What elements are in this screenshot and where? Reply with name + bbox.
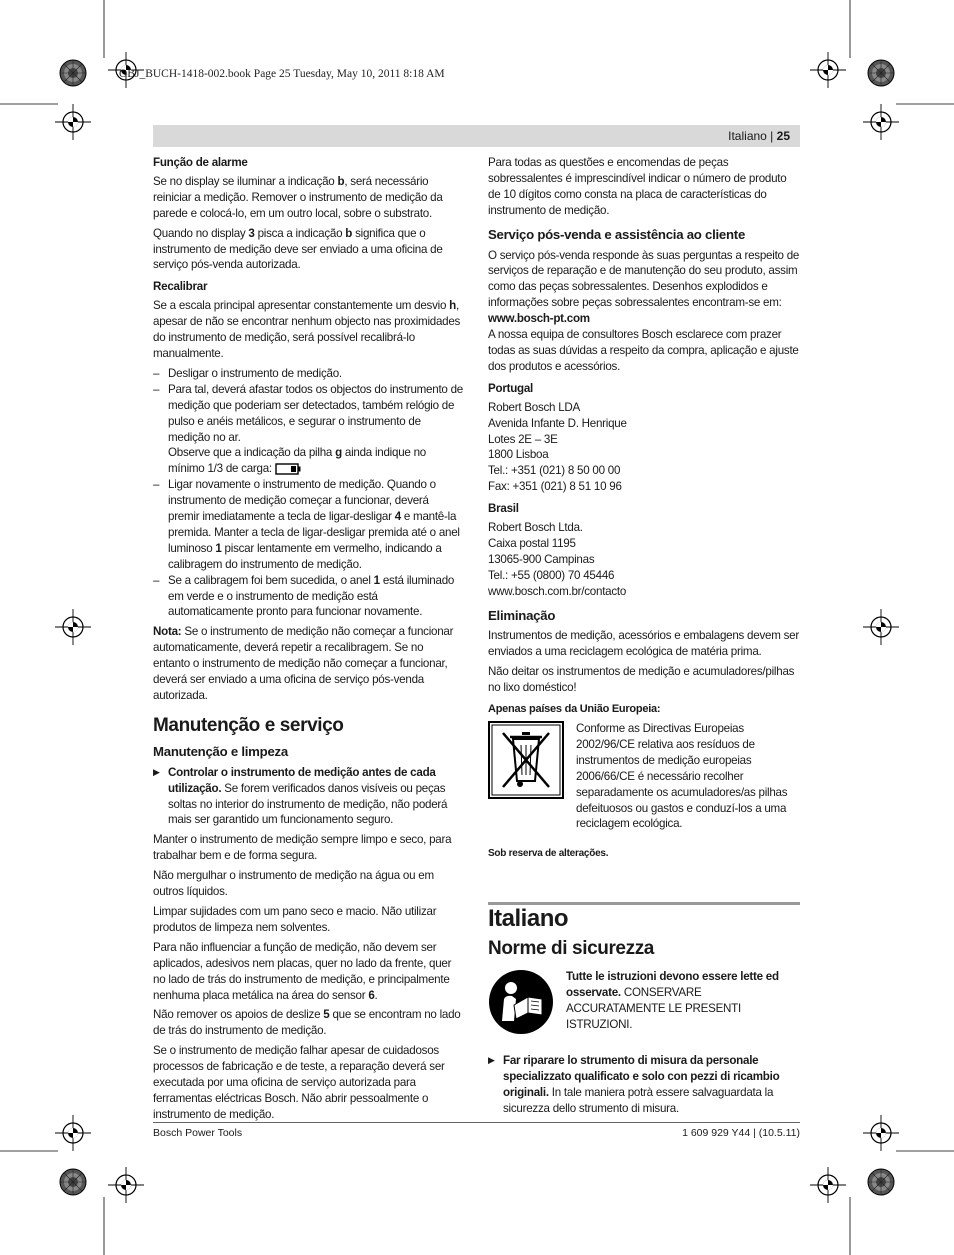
registration-mark-icon bbox=[55, 104, 91, 140]
triangle-bullet-icon: ▶ bbox=[153, 766, 160, 777]
read-manual-icon bbox=[488, 969, 554, 1035]
header-text: Italiano | 25 bbox=[728, 129, 790, 143]
reserve-note: Sob reserva de alterações. bbox=[488, 848, 609, 860]
page-header bbox=[153, 125, 800, 147]
service-heading: Serviço pós-venda e assistência ao cliente bbox=[488, 226, 746, 242]
footer-divider bbox=[153, 1122, 800, 1123]
footer-brand: Bosch Power Tools bbox=[153, 1127, 243, 1139]
registration-mark-icon bbox=[108, 1167, 144, 1203]
eu-heading: Apenas países da União Europeia: bbox=[488, 703, 661, 716]
list-item: – Desligar o instrumento de medição. bbox=[153, 366, 342, 380]
list-item: – Se a calibragem foi bem sucedida, o anel 1 está iluminado em verde e o instrumento de medição está automaticamente pronto para funcionar novamente. bbox=[153, 573, 455, 619]
recalibrate-heading: Recalibrar bbox=[153, 280, 208, 294]
paragraph: Se a escala principal apresentar constantemente um desvio h, apesar de não se encontrar nenhum objecto nas proximidades do instrumento de medição, será possível recalibrá-lo manualmente. bbox=[153, 299, 461, 360]
maintenance-subheading: Manutenção e limpeza bbox=[153, 743, 288, 759]
paragraph: Limpar sujidades com um pano seco e macio. Não utilizar produtos de limpeza nem solventes. bbox=[153, 904, 437, 934]
registration-mark-icon bbox=[55, 609, 91, 645]
italiano-heading: Italiano bbox=[488, 905, 569, 933]
weee-bin-icon bbox=[488, 721, 564, 799]
eu-disposal-block bbox=[488, 721, 800, 832]
alarm-heading: Função de alarme bbox=[153, 156, 248, 169]
brasil-address: Robert Bosch Ltda. Caixa postal 1195 13065-900 Campinas Tel.: +55 (0800) 70 45446 www.bosch.com.br/contacto bbox=[488, 521, 627, 598]
paragraph: Manter o instrumento de medição sempre limpo e seco, para trabalhar bem e de forma segura. bbox=[153, 833, 452, 863]
warning-text: Tutte le istruzioni devono essere lette ed osservate. CONSERVARE ACCURATAMENTE LE PRESENTI ISTRUZIONI. bbox=[566, 970, 779, 1031]
print-slug: OBJ_BUCH-1418-002.book Page 25 Tuesday, May 10, 2011 8:18 AM bbox=[119, 68, 445, 80]
color-target-icon bbox=[60, 1169, 86, 1195]
safety-heading: Norme di sicurezza bbox=[488, 938, 654, 960]
registration-mark-icon bbox=[810, 1167, 846, 1203]
paragraph: Para todas as questões e encomendas de peças sobressalentes é imprescindível indicar o número de produto de 10 dígitos como consta na placa de características do instrumento de medição. bbox=[488, 156, 787, 217]
paragraph: Para não influenciar a função de medição, não devem ser aplicados, adesivos nem placas, quer no lado da frente, quer no lado de trás do instrumento de medição, e principalmente nenhuma placa metálica na área do sensor 6. bbox=[153, 940, 452, 1002]
registration-mark-icon bbox=[863, 609, 899, 645]
portugal-heading: Portugal bbox=[488, 381, 534, 395]
color-target-icon bbox=[60, 60, 86, 86]
paragraph: Se no display se iluminar a indicação b, será necessário reiniciar a medição. Remover o instrumento de medição da parede e colocá-lo, em um outro local, sobre o substrato. bbox=[153, 174, 443, 220]
registration-mark-icon bbox=[810, 52, 846, 88]
footer-doc-number: 1 609 929 Y44 | (10.5.11) bbox=[682, 1127, 800, 1139]
registration-mark-icon bbox=[863, 1115, 899, 1151]
bullet-item: ▶ Controlar o instrumento de medição antes de cada utilização. Se forem verificados danos visíveis ou peças soltas no interior do instrumento de medição, não poderá mais ser garantido um funcionamento seguro. bbox=[153, 765, 448, 827]
right-column bbox=[488, 155, 800, 1121]
registration-mark-icon bbox=[863, 104, 899, 140]
disposal-heading: Eliminação bbox=[488, 607, 556, 623]
paragraph: Não mergulhar o instrumento de medição na água ou em outros líquidos. bbox=[153, 869, 434, 899]
paragraph: Não deitar os instrumentos de medição e acumuladores/pilhas no lixo doméstico! bbox=[488, 665, 795, 695]
url-link[interactable]: www.bosch-pt.com bbox=[488, 312, 590, 326]
brasil-heading: Brasil bbox=[488, 502, 519, 516]
warning-block bbox=[488, 969, 800, 1035]
note-paragraph: Nota: Se o instrumento de medição não começar a funcionar automaticamente, deverá repetir a recalibragem. Se no entanto o instrumento de medição não começar a funcionar, deverá ser enviado a uma oficina de serviço pós-venda autorizada. bbox=[153, 625, 454, 702]
portugal-address: Robert Bosch LDA Avenida Infante D. Henrique Lotes 2E – 3E 1800 Lisboa Tel.: +351 (021) 8 50 00 00 Fax: +351 (021) 8 51 10 96 bbox=[488, 400, 627, 494]
paragraph: Quando no display 3 pisca a indicação b significa que o instrumento de medição deve ser enviado a uma oficina de serviço pós-venda autorizada. bbox=[153, 226, 443, 272]
paragraph: Instrumentos de medição, acessórios e embalagens devem ser enviados a uma reciclagem ecológica de matéria prima. bbox=[488, 629, 799, 659]
maintenance-heading: Manutenção e serviço bbox=[153, 714, 344, 736]
paragraph: Se o instrumento de medição falhar apesar de cuidadosos processos de fabricação e de teste, a reparação deverá ser executada por uma oficina de serviço autorizada para ferramentas eléctricas Bosch. Não abrir pessoalmente o instrumento de medição. bbox=[153, 1044, 445, 1121]
left-column bbox=[153, 155, 463, 1127]
paragraph: Não remover os apoios de deslize 5 que se encontram no lado de trás do instrumento de medição. bbox=[153, 1008, 461, 1038]
list-item: – Para tal, deverá afastar todos os objectos do instrumento de medição que poderiam ser detectados, também relógio de pulso e anéis metálicos, e segurar o instrumento de medição no ar. Observe que a indicação da pilha g ainda indique no mínimo 1/3 de carga: bbox=[153, 382, 463, 476]
color-target-icon bbox=[868, 1169, 894, 1195]
eu-disposal-text: Conforme as Directivas Europeias 2002/96/CE relativa aos resíduos de instrumentos de medição europeias 2006/66/CE é necessário recolher separadamente os acumuladores/as pilhas defeituosos ou gastos e conduzí-los a uma reciclagem ecológica. bbox=[576, 722, 788, 831]
triangle-bullet-icon: ▶ bbox=[488, 1055, 495, 1066]
registration-mark-icon bbox=[55, 1115, 91, 1151]
paragraph: A nossa equipa de consultores Bosch esclarece com prazer todas as suas dúvidas a respeito da compra, aplicação e ajuste dos produtos e acessórios. bbox=[488, 328, 799, 373]
header-language: Italiano bbox=[728, 129, 767, 143]
paragraph: O serviço pós-venda responde às suas perguntas a respeito de serviços de reparação e de manutenção do seu produto, assim como das peças sobressalentes. Desenhos explodidos e informações sobre peças sobressalentes encontram-se em: bbox=[488, 248, 800, 310]
page-number: 25 bbox=[776, 129, 790, 143]
color-target-icon bbox=[868, 60, 894, 86]
battery-icon bbox=[275, 463, 301, 475]
list-item: – Ligar novamente o instrumento de medição. Quando o instrumento de medição começar a funcionar, deverá premir imediatamente a tecla de ligar-desligar 4 e mantê-la premida. Manter a tecla de ligar-desligar premida até o anel luminoso 1 piscar lentamente em vermelho, indicando a calibragem do instrumento de medição. bbox=[153, 478, 460, 571]
bullet-item: ▶ Far riparare lo strumento di misura da personale specializzato qualificato e solo con pezzi di ricambio originali. In tale maniera potrà essere salvaguardata la sicurezza dello strumento di misura. bbox=[488, 1054, 780, 1115]
